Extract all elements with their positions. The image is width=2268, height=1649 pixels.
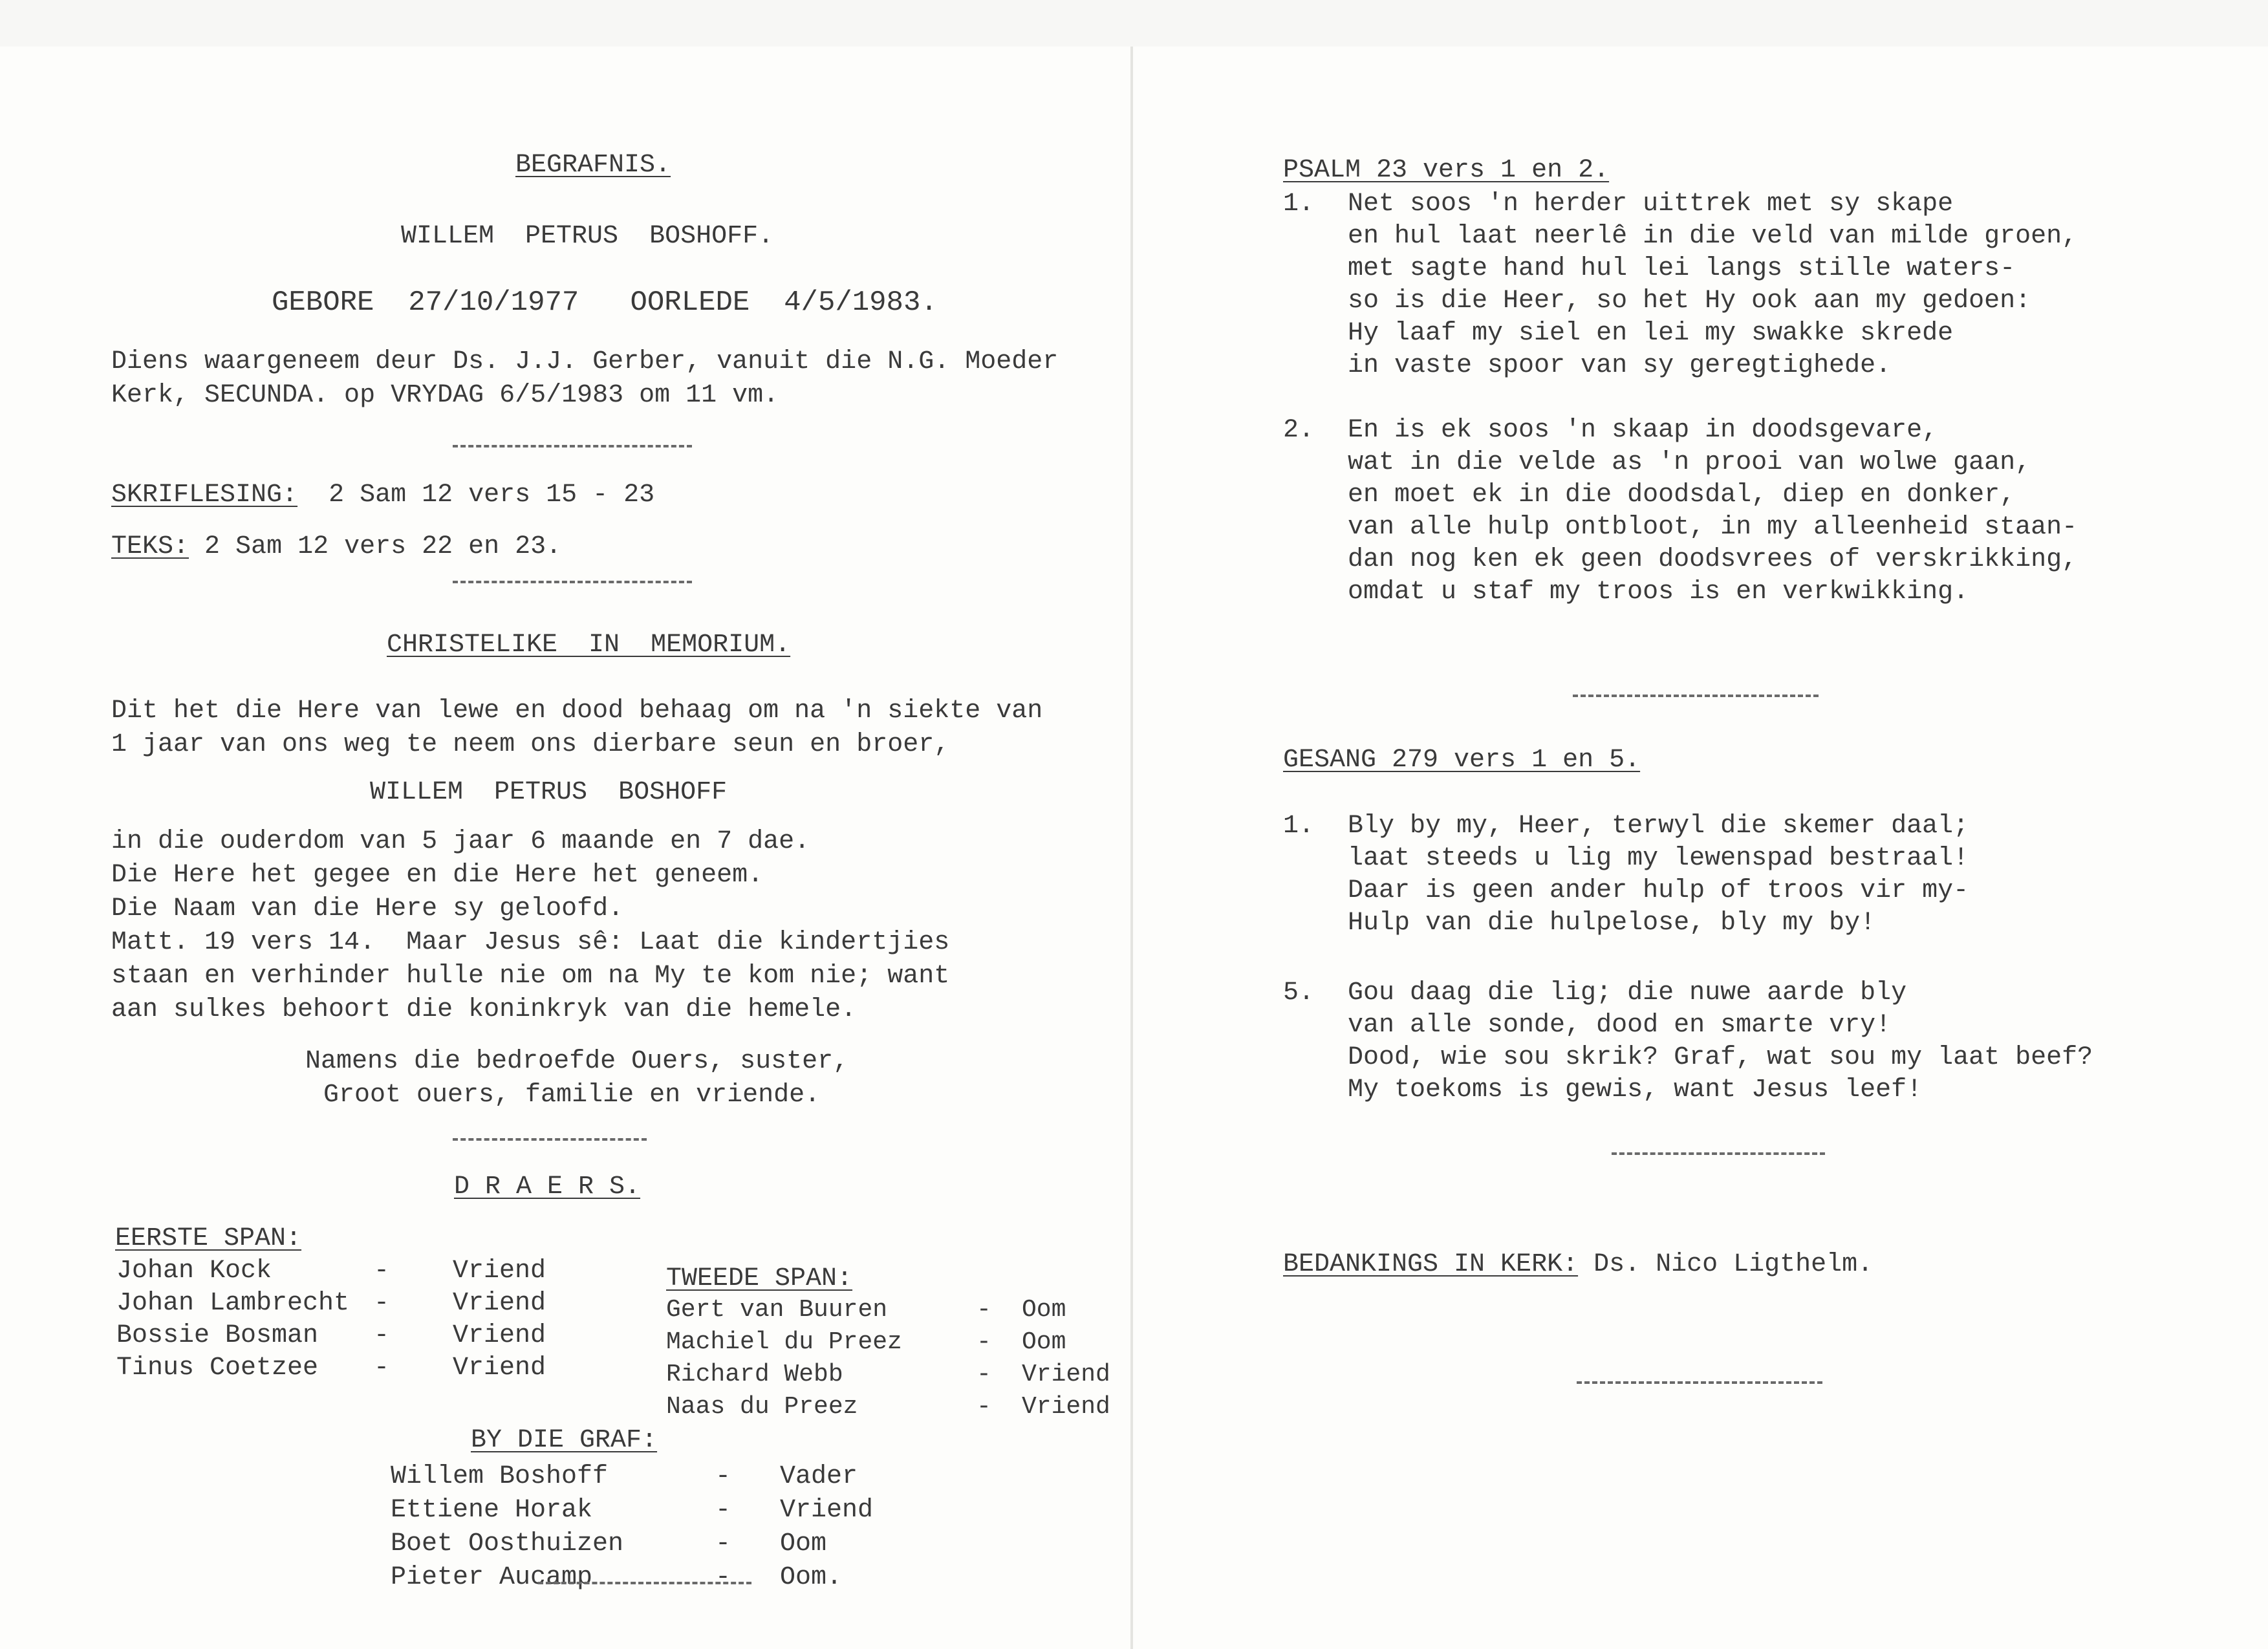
psalm-heading: PSALM 23 vers 1 en 2. bbox=[1283, 156, 1610, 185]
scripture-text: 2 Sam 12 vers 15 - 23 bbox=[329, 480, 655, 510]
memoriam-body-line: Matt. 19 vers 14. Maar Jesus sê: Laat die kindertjies bbox=[111, 928, 950, 957]
psalm-verse-line: so is die Heer, so het Hy ook aan my gedoen: bbox=[1348, 286, 2031, 316]
hymn-verse-line: Bly by my, Heer, terwyl die skemer daal; bbox=[1348, 812, 1969, 841]
first-team-member-name: Johan Lambrecht bbox=[116, 1289, 350, 1318]
second-team-member-dash: - bbox=[977, 1296, 991, 1324]
hymn-verse-line: Hulp van die hulpelose, bly my by! bbox=[1348, 909, 1876, 938]
grave-heading: BY DIE GRAF: bbox=[471, 1426, 658, 1455]
hymn-verse-line: Dood, wie sou skrik? Graf, wat sou my laat beef? bbox=[1348, 1043, 2093, 1072]
memoriam-body-line: Die Naam van die Here sy geloofd. bbox=[111, 894, 624, 923]
thanks-minister: Ds. Nico Ligthelm. bbox=[1593, 1250, 1874, 1279]
memoriam-heading: CHRISTELIKE IN MEMORIUM. bbox=[387, 630, 791, 660]
memoriam-body-line: in die ouderdom van 5 jaar 6 maande en 7 dae. bbox=[111, 827, 810, 856]
grave-member-name: Ettiene Horak bbox=[391, 1496, 593, 1525]
psalm-verse-line: Hy laaf my siel en lei my swakke skrede bbox=[1348, 319, 1954, 348]
grave-member-name: Boet Oosthuizen bbox=[391, 1529, 624, 1558]
memoriam-body-line: aan sulkes behoort die koninkryk van die hemele. bbox=[111, 995, 857, 1024]
grave-member-role: Oom. bbox=[780, 1563, 843, 1592]
psalm-verse-line: in vaste spoor van sy geregtighede. bbox=[1348, 351, 1892, 380]
signoff-line: Groot ouers, familie en vriende. bbox=[323, 1081, 821, 1110]
sermon-text-reference: 2 Sam 12 vers 22 en 23. bbox=[204, 532, 562, 561]
grave-member-role: Vader bbox=[780, 1462, 858, 1491]
memoriam-intro-line: Dit het die Here van lewe en dood behaag om na 'n siekte van bbox=[111, 696, 1043, 726]
second-team-member-role: Oom bbox=[1022, 1328, 1066, 1356]
second-team-member-dash: - bbox=[977, 1393, 991, 1421]
scripture-label: SKRIFLESING: bbox=[111, 480, 298, 510]
separator bbox=[1612, 1152, 1825, 1155]
first-team-member-dash: - bbox=[374, 1256, 390, 1286]
hymn-verse-line: van alle sonde, dood en smarte vry! bbox=[1348, 1011, 1892, 1040]
first-team-member-dash: - bbox=[374, 1289, 390, 1318]
second-team-member-name: Machiel du Preez bbox=[666, 1328, 902, 1356]
second-team-member-name: Richard Webb bbox=[666, 1361, 843, 1388]
first-team-member-name: Tinus Coetzee bbox=[116, 1353, 319, 1383]
first-team-member-role: Vriend bbox=[453, 1289, 546, 1318]
hymn-verse-line: My toekoms is gewis, want Jesus leef! bbox=[1348, 1075, 1923, 1105]
hymn-heading: GESANG 279 vers 1 en 5. bbox=[1283, 746, 1641, 775]
separator bbox=[538, 1582, 751, 1584]
separator bbox=[1577, 1381, 1822, 1384]
grave-member-role: Oom bbox=[780, 1529, 827, 1558]
service-line-1: Diens waargeneem deur Ds. J.J. Gerber, vanuit die N.G. Moeder bbox=[111, 347, 1059, 376]
separator bbox=[453, 581, 692, 583]
second-team-member-role: Vriend bbox=[1022, 1393, 1110, 1421]
first-team-heading: EERSTE SPAN: bbox=[115, 1224, 302, 1253]
thanks-label: BEDANKINGS IN KERK: bbox=[1283, 1250, 1579, 1279]
first-team-member-role: Vriend bbox=[453, 1321, 546, 1350]
left-page bbox=[0, 47, 1130, 1649]
signoff-line: Namens die bedroefde Ouers, suster, bbox=[305, 1047, 849, 1076]
psalm-verse-number: 2. bbox=[1283, 416, 1315, 445]
psalm-verse-line: Net soos 'n herder uittrek met sy skape bbox=[1348, 189, 1954, 219]
grave-member-dash: - bbox=[715, 1462, 731, 1491]
psalm-verse-line: met sagte hand hul lei langs stille waters- bbox=[1348, 254, 2016, 283]
psalm-verse-line: omdat u staf my troos is en verkwikking. bbox=[1348, 577, 1969, 607]
hymn-verse-number: 5. bbox=[1283, 978, 1315, 1008]
first-team-member-role: Vriend bbox=[453, 1353, 546, 1383]
bearers-heading: D R A E R S. bbox=[454, 1172, 641, 1202]
grave-member-dash: - bbox=[715, 1529, 731, 1558]
second-team-member-name: Naas du Preez bbox=[666, 1393, 858, 1421]
grave-member-role: Vriend bbox=[780, 1496, 874, 1525]
service-line-2: Kerk, SECUNDA. op VRYDAG 6/5/1983 om 11 vm. bbox=[111, 381, 779, 410]
grave-member-dash: - bbox=[715, 1563, 731, 1592]
hymn-verse-line: Daar is geen ander hulp of troos vir my- bbox=[1348, 876, 1969, 905]
first-team-member-dash: - bbox=[374, 1353, 390, 1383]
funeral-heading: BEGRAFNIS. bbox=[515, 151, 671, 180]
psalm-verse-line: en moet ek in die doodsdal, diep en donker, bbox=[1348, 480, 2016, 510]
psalm-verse-number: 1. bbox=[1283, 189, 1315, 219]
right-page bbox=[1133, 47, 2268, 1649]
first-team-member-role: Vriend bbox=[453, 1256, 546, 1286]
first-team-member-name: Bossie Bosman bbox=[116, 1321, 319, 1350]
psalm-verse-line: dan nog ken ek geen doodsvrees of verskrikking, bbox=[1348, 545, 2078, 574]
first-team-member-dash: - bbox=[374, 1321, 390, 1350]
second-team-member-role: Vriend bbox=[1022, 1361, 1110, 1388]
sermon-text bbox=[111, 530, 561, 564]
thanks-line bbox=[1283, 1248, 1873, 1282]
hymn-verse-line: laat steeds u lig my lewenspad bestraal! bbox=[1348, 844, 1969, 873]
separator bbox=[453, 1138, 647, 1141]
psalm-verse-line: van alle hulp ontbloot, in my alleenheid staan- bbox=[1348, 513, 2078, 542]
second-team-member-dash: - bbox=[977, 1361, 991, 1388]
deceased-name: WILLEM PETRUS BOSHOFF. bbox=[401, 222, 774, 251]
memoriam-intro-line: 1 jaar van ons weg te neem ons dierbare seun en broer, bbox=[111, 730, 950, 759]
psalm-verse-line: wat in die velde as 'n prooi van wolwe gaan, bbox=[1348, 448, 2031, 477]
hymn-verse-number: 1. bbox=[1283, 812, 1315, 841]
grave-member-name: Willem Boshoff bbox=[391, 1462, 609, 1491]
second-team-member-role: Oom bbox=[1022, 1296, 1066, 1324]
second-team-member-name: Gert van Buuren bbox=[666, 1296, 888, 1324]
grave-member-dash: - bbox=[715, 1496, 731, 1525]
psalm-verse-line: en hul laat neerlê in die veld van milde groen, bbox=[1348, 222, 2078, 251]
memoriam-body-line: staan en verhinder hulle nie om na My te kom nie; want bbox=[111, 962, 950, 991]
memoriam-body-line: Die Here het gegee en die Here het geneem. bbox=[111, 861, 764, 890]
hymn-verse-line: Gou daag die lig; die nuwe aarde bly bbox=[1348, 978, 1907, 1008]
scanner-top-margin bbox=[0, 0, 2268, 48]
separator bbox=[1573, 695, 1819, 697]
psalm-verse-line: En is ek soos 'n skaap in doodsgevare, bbox=[1348, 416, 1938, 445]
second-team-heading: TWEEDE SPAN: bbox=[666, 1264, 853, 1293]
scripture-reading bbox=[111, 479, 654, 512]
grave-member-name: Pieter Aucamp bbox=[391, 1563, 593, 1592]
birth-death-dates: GEBORE 27/10/1977 OORLEDE 4/5/1983. bbox=[272, 286, 938, 319]
second-team-member-dash: - bbox=[977, 1328, 991, 1356]
memoriam-name: WILLEM PETRUS BOSHOFF bbox=[370, 778, 728, 807]
separator bbox=[453, 445, 692, 447]
first-team-member-name: Johan Kock bbox=[116, 1256, 272, 1286]
sermon-text-label: TEKS: bbox=[111, 532, 189, 561]
